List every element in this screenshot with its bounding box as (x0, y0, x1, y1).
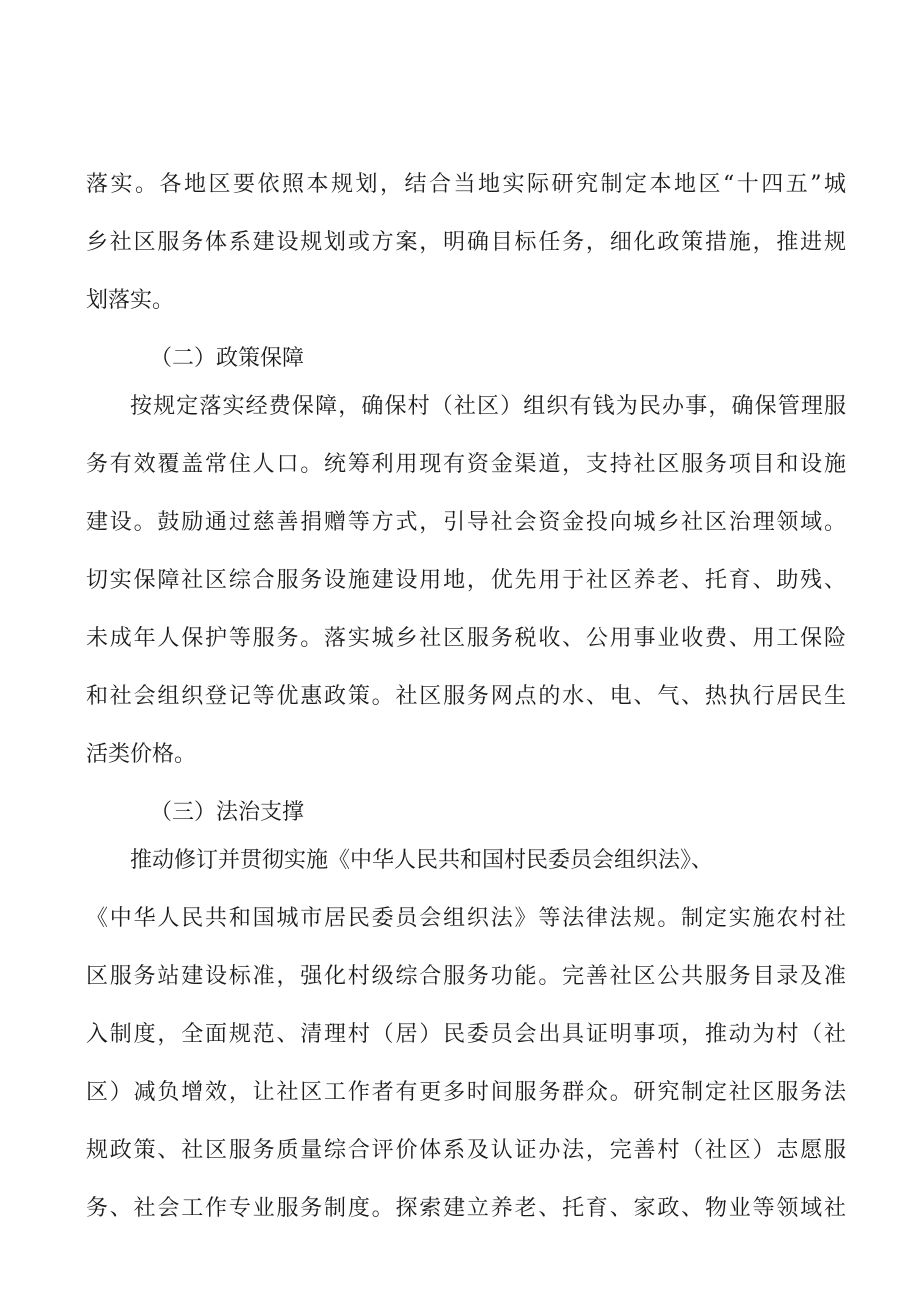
paragraph-2-line-7: 活类价格。 (86, 742, 197, 767)
paragraph-3-line-6: 规政策、社区服务质量综合评价体系及认证办法，完善村（社区）志愿服 (86, 1138, 846, 1163)
section-heading-rule-of-law: （三）法治支撑 (150, 800, 305, 825)
paragraph-3-line-1: 推动修订并贯彻实施《中华人民共和国村民委员会组织法》、 (130, 848, 714, 873)
paragraph-3-line-4: 入制度，全面规范、清理村（居）民委员会出具证明事项，推动为村（社 (86, 1022, 846, 1047)
paragraph-2-line-6: 和社会组织登记等优惠政策。社区服务网点的水、电、气、热执行居民生 (86, 684, 846, 709)
paragraph-2-line-4: 切实保障社区综合服务设施建设用地，优先用于社区养老、托育、助残、 (86, 568, 846, 593)
paragraph-1-line-2: 乡社区服务体系建设规划或方案，明确目标任务，细化政策措施，推进规 (86, 230, 846, 255)
paragraph-2-line-2: 务有效覆盖常住人口。统筹利用现有资金渠道，支持社区服务项目和设施 (86, 452, 846, 477)
paragraph-2-line-1: 按规定落实经费保障，确保村（社区）组织有钱为民办事，确保管理服 (130, 394, 846, 419)
paragraph-3-line-7: 务、社会工作专业服务制度。探索建立养老、托育、家政、物业等领域社 (86, 1196, 846, 1221)
section-heading-policy-guarantee: （二）政策保障 (150, 346, 305, 371)
paragraph-2-line-5: 未成年人保护等服务。落实城乡社区服务税收、公用事业收费、用工保险 (86, 626, 846, 651)
paragraph-3-line-3: 区服务站建设标准，强化村级综合服务功能。完善社区公共服务目录及准 (86, 964, 846, 989)
paragraph-1-line-1: 落实。各地区要依照本规划，结合当地实际研究制定本地区“十四五”城 (86, 172, 846, 197)
paragraph-3-line-2: 《中华人民共和国城市居民委员会组织法》等法律法规。制定实施农村社 (86, 906, 846, 931)
paragraph-2-line-3: 建设。鼓励通过慈善捐赠等方式，引导社会资金投向城乡社区治理领域。 (86, 510, 846, 535)
paragraph-1-line-3: 划落实。 (86, 288, 175, 313)
paragraph-3-line-5: 区）减负增效，让社区工作者有更多时间服务群众。研究制定社区服务法 (86, 1080, 846, 1105)
